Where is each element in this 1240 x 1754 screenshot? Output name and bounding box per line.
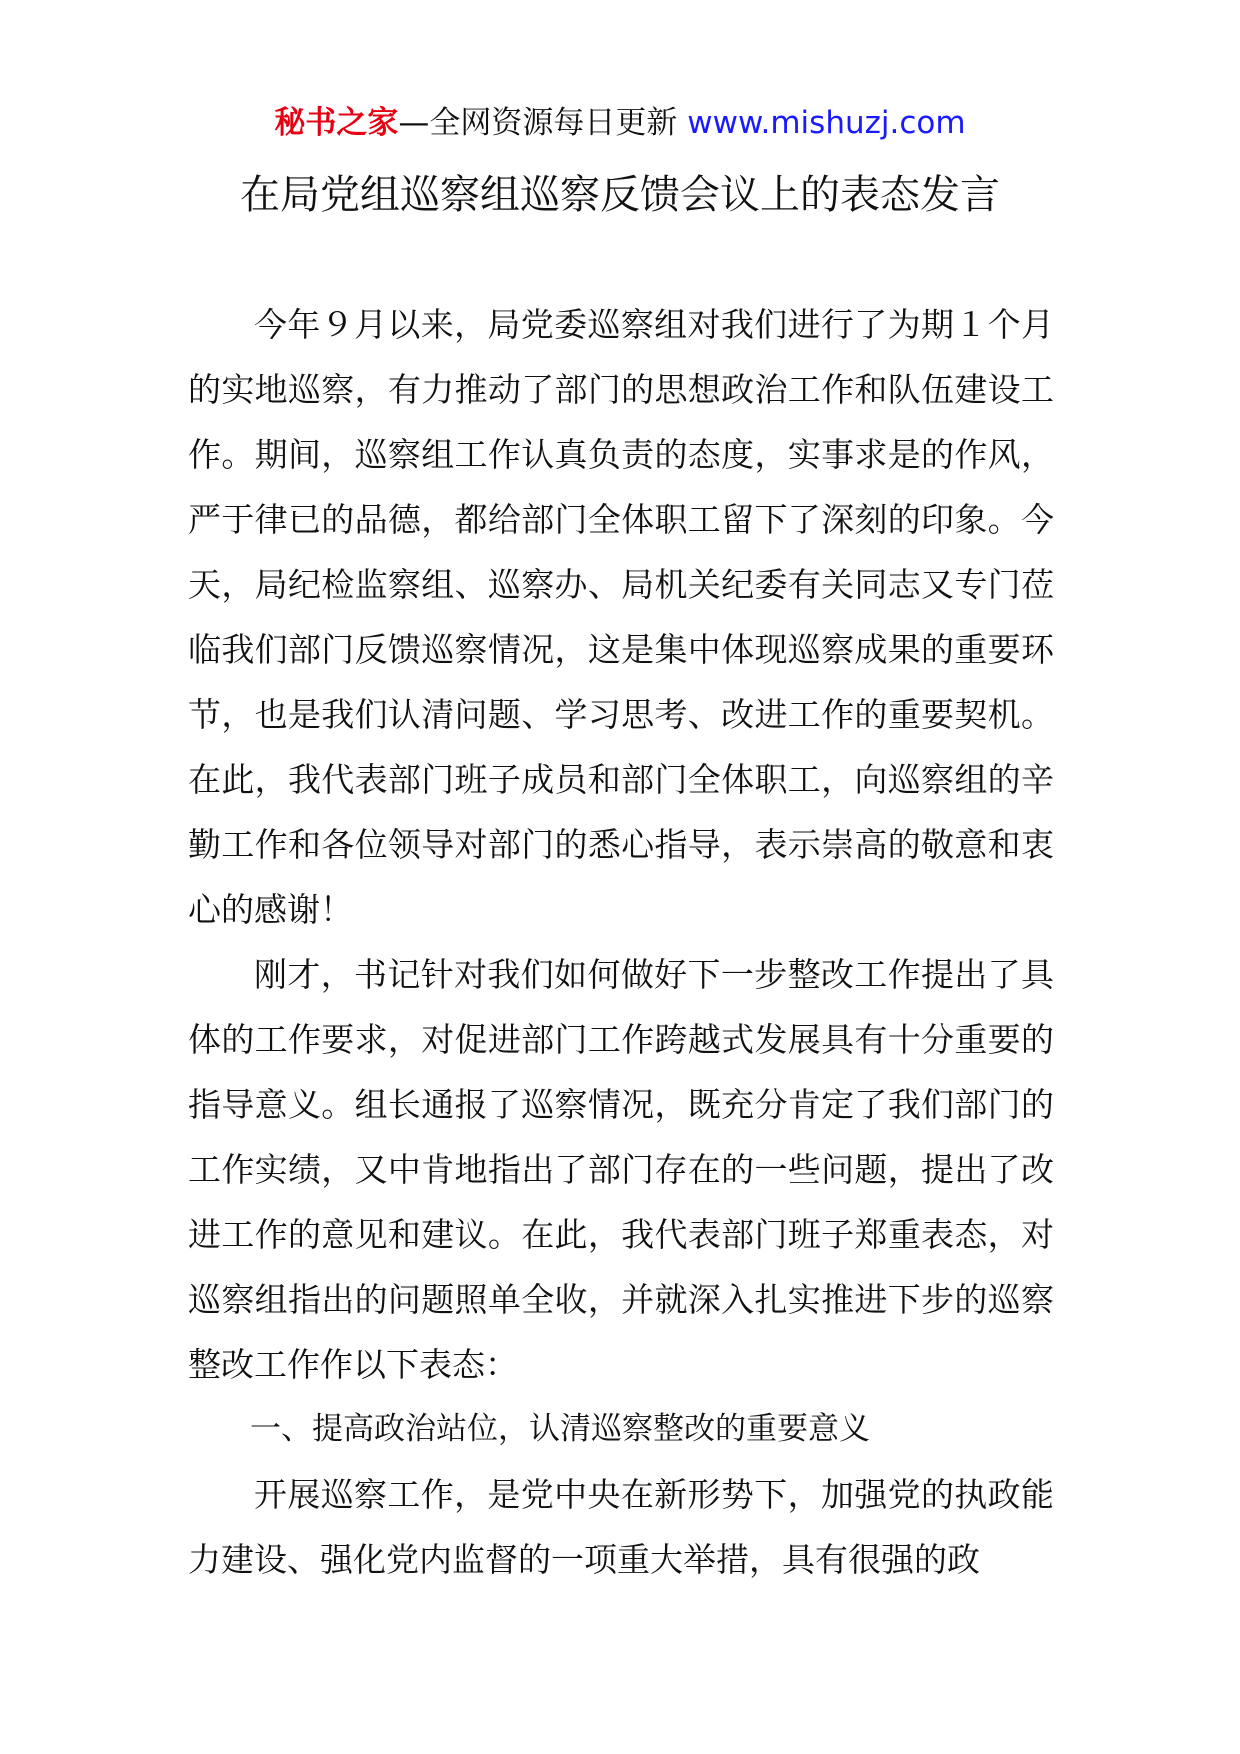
site-banner [0, 103, 1240, 143]
section-paragraph-1: 开展巡察工作，是党中央在新形势下，加强党的执政能力建设、强化党内监督的一项重大举措，具有很强的政 [188, 1475, 1054, 1579]
document-title: 在局党组巡察组巡察反馈会议上的表态发言 [240, 172, 1000, 218]
banner-slogan: —全网资源每日更新 [398, 105, 688, 141]
site-url-link[interactable]: www.mishuzj.com [687, 105, 966, 141]
body-paragraph-2: 刚才，书记针对我们如何做好下一步整改工作提出了具体的工作要求，对促进部门工作跨越式发展具有十分重要的指导意义。组长通报了巡察情况，既充分肯定了我们部门的工作实绩，又中肯地指出了部门存在的一些问题，提出了改进工作的意见和建议。在此，我代表部门班子郑重表态，对巡察组指出的问题照单全收，并就深入扎实推进下步的巡察整改工作作以下表态： [188, 955, 1054, 1384]
brand-name: 秘书之家 [274, 105, 399, 141]
body-paragraph-1: 今年９月以来，局党委巡察组对我们进行了为期１个月的实地巡察，有力推动了部门的思想政治工作和队伍建设工作。期间，巡察组工作认真负责的态度，实事求是的作风，严于律已的品德，都给部门全体职工留下了深刻的印象。今天，局纪检监察组、巡察办、局机关纪委有关同志又专门莅临我们部门反馈巡察情况，这是集中体现巡察成果的重要环节，也是我们认清问题、学习思考、改进工作的重要契机。在此，我代表部门班子成员和部门全体职工，向巡察组的辛勤工作和各位领导对部门的悉心指导，表示崇高的敬意和衷心的感谢！ [188, 305, 1054, 929]
document-body [188, 292, 1054, 1592]
section-heading-1: 一、提高政治站位，认清巡察整改的重要意义 [250, 1411, 870, 1447]
